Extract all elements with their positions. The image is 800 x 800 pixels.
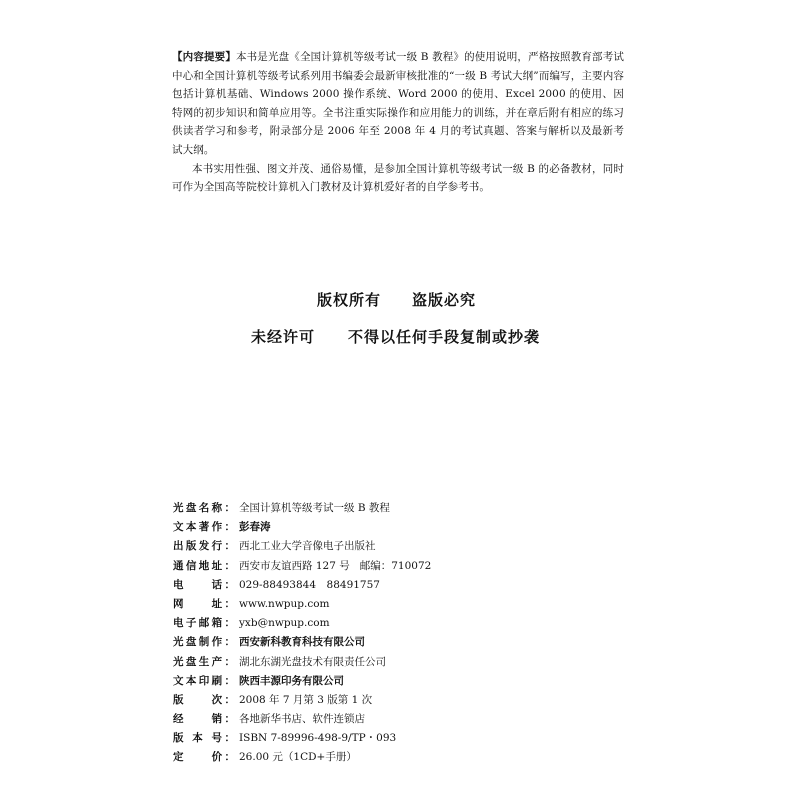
summary-paragraph-2: 本书实用性强、图文并茂、通俗易懂，是参加全国计算机等级考试一级 B 的必备教材，同时可作为全国高等院校计算机入门教材及计算机爱好者的自学参考书。: [172, 162, 624, 194]
info-value: 西北工业大学音像电子出版社: [239, 540, 376, 553]
no-copy-warning: 不得以任何手段复制或抄袭: [348, 328, 541, 346]
info-value: 湖北东湖光盘技术有限责任公司: [239, 655, 386, 668]
info-row-printer: [173, 672, 593, 691]
summary-tag: 【内容提要】: [172, 51, 236, 63]
info-value: 26.00 元（1CD+手册）: [239, 751, 357, 764]
info-row-isbn: [173, 729, 593, 748]
info-value: 各地新华书店、软件连锁店: [239, 713, 365, 726]
info-label: 通信地址：: [173, 559, 235, 572]
info-row-website: [173, 595, 593, 614]
summary-text-1: 本书是光盘《全国计算机等级考试一级 B 教程》的使用说明，严格按照教育部考试中心和全国计算机等级考试系列用书编委会最新审核批准的“一级 B 考试大纲”而编写，主要内容包括计算机基础、Windows 2000 操作系统、Word 2000 的使用、Excel 2000 的使用、因特网的初步知识和简单应用等。全书注重实际操作和应用能力的训练，并在章后附有相应的练习供读者学习和参考，附录部分是 2006 年至 2008 年 4 月的考试真题、答案与解析以及最新考试大纲。: [172, 51, 624, 156]
info-value: 西安市友谊西路 127 号: [239, 559, 350, 572]
info-label: 网 址：: [173, 597, 235, 610]
info-row-address: [173, 557, 593, 576]
info-row-edition: [173, 691, 593, 710]
no-permission: 未经许可: [251, 328, 316, 346]
info-label: 文本著作：: [173, 521, 235, 534]
info-value: 陕西丰源印务有限公司: [239, 674, 344, 687]
piracy-warning: 盗版必究: [412, 291, 477, 309]
postcode-value: 710072: [391, 559, 432, 572]
info-label: 版 次：: [173, 693, 235, 706]
info-row-manufacturer: [173, 653, 593, 672]
info-label: 版 本 号：: [173, 732, 235, 745]
info-label: 定 价：: [173, 751, 235, 764]
info-label: 经 销：: [173, 713, 235, 726]
info-label: 出版发行：: [173, 540, 235, 553]
info-label: 光盘制作：: [173, 636, 235, 649]
info-label: 光盘名称：: [173, 502, 235, 514]
info-value: 2008 年 7 月第 3 版第 1 次: [239, 693, 373, 706]
info-value: ISBN 7-89996-498-9/TP・093: [239, 732, 397, 745]
info-row-distributor: [173, 710, 593, 729]
summary-paragraph-1: [172, 48, 624, 160]
copyright-reserved: 版权所有: [317, 291, 382, 309]
info-row-publisher: [173, 537, 593, 556]
info-value: yxb@nwpup.com: [239, 617, 330, 630]
info-value: 西安新科教育科技有限公司: [239, 636, 365, 649]
info-row-price: [173, 748, 593, 767]
info-label: 文本印刷：: [173, 674, 235, 687]
info-row-author: [173, 518, 593, 537]
info-label: 电 话：: [173, 578, 235, 591]
info-label: 光盘生产：: [173, 655, 235, 668]
info-value: 全国计算机等级考试一级 B 教程: [239, 502, 390, 514]
publication-info: [173, 499, 593, 768]
info-label: 电子邮箱：: [173, 617, 235, 630]
info-row-email: [173, 614, 593, 633]
postcode-label: 邮编：: [359, 559, 392, 572]
info-row-producer: [173, 633, 593, 652]
info-row-title: [173, 499, 593, 518]
info-value: www.nwpup.com: [239, 597, 330, 610]
info-value: 彭春涛: [239, 521, 271, 534]
info-row-phone: [173, 576, 593, 595]
content-summary: [172, 48, 624, 197]
info-value: 029-88493844 88491757: [239, 578, 380, 591]
